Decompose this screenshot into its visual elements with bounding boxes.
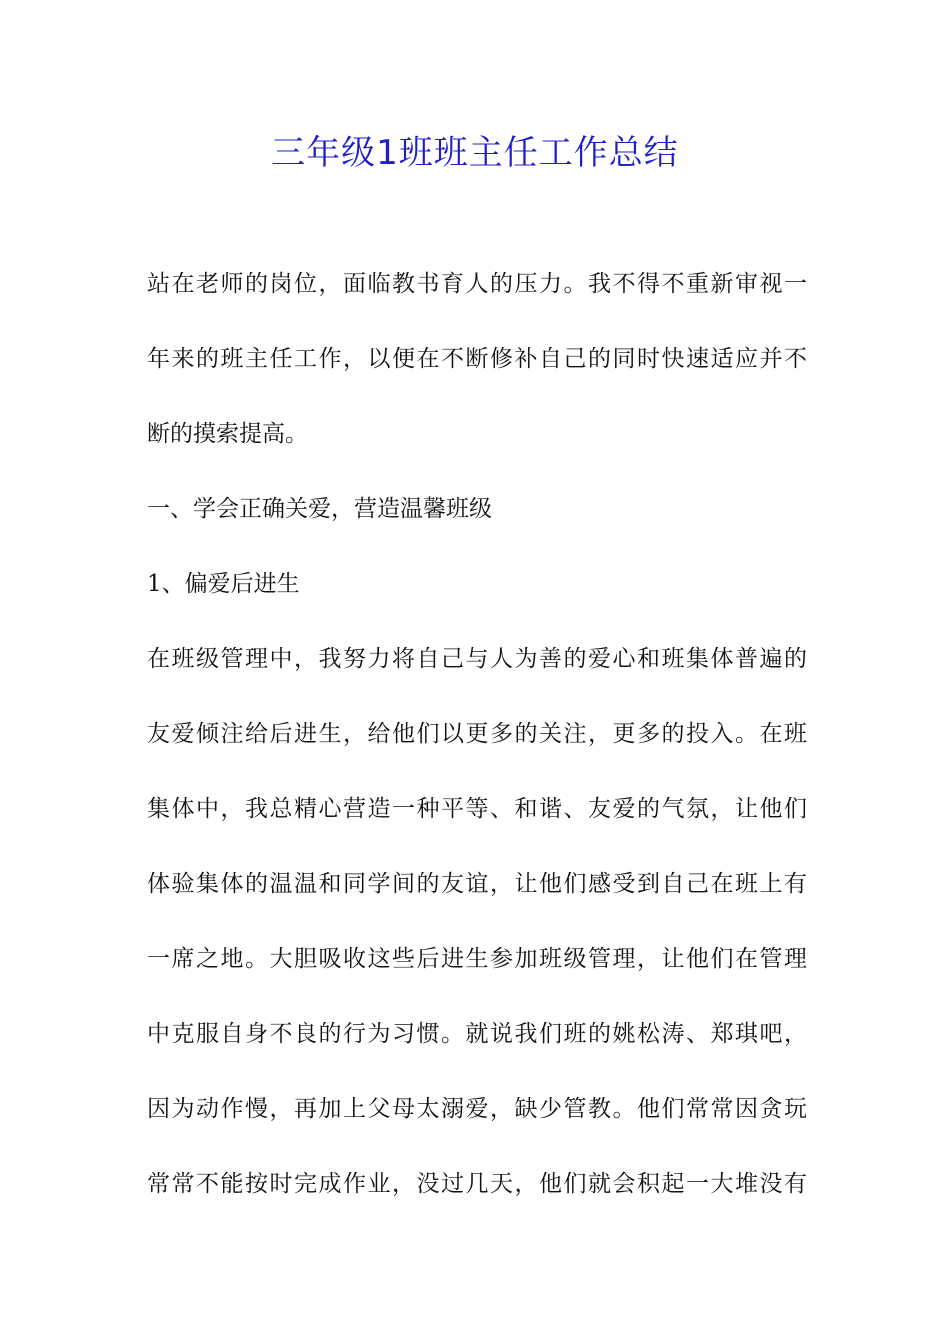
paragraph-line-13: 常常不能按时完成作业，没过几天，他们就会积起一大堆没有 <box>147 1171 807 1197</box>
paragraph-line-3: 断的摸索提高。 <box>147 421 308 447</box>
paragraph-line-10: 一席之地。大胆吸收这些后进生参加班级管理，让他们在管理 <box>147 946 807 972</box>
paragraph-line-8: 集体中，我总精心营造一种平等、和谐、友爱的气氛，让他们 <box>147 796 807 822</box>
paragraph-line-2: 年来的班主任工作，以便在不断修补自己的同时快速适应并不 <box>147 346 807 372</box>
paragraph-line-9: 体验集体的温温和同学间的友谊，让他们感受到自己在班上有 <box>147 871 807 897</box>
subsection-heading: 1、偏爱后进生 <box>147 571 300 597</box>
paragraph-line-11: 中克服自身不良的行为习惯。就说我们班的姚松涛、郑琪吧， <box>147 1021 807 1047</box>
paragraph-line-12: 因为动作慢，再加上父母太溺爱，缺少管教。他们常常因贪玩 <box>147 1096 807 1122</box>
section-heading: 一、学会正确关爱，营造温馨班级 <box>147 496 492 522</box>
paragraph-line-1: 站在老师的岗位，面临教书育人的压力。我不得不重新审视一 <box>147 271 807 297</box>
document-title: 三年级1班班主任工作总结 <box>271 133 679 173</box>
paragraph-line-7: 友爱倾注给后进生，给他们以更多的关注，更多的投入。在班 <box>147 721 807 747</box>
paragraph-line-6: 在班级管理中，我努力将自己与人为善的爱心和班集体普遍的 <box>147 646 807 672</box>
